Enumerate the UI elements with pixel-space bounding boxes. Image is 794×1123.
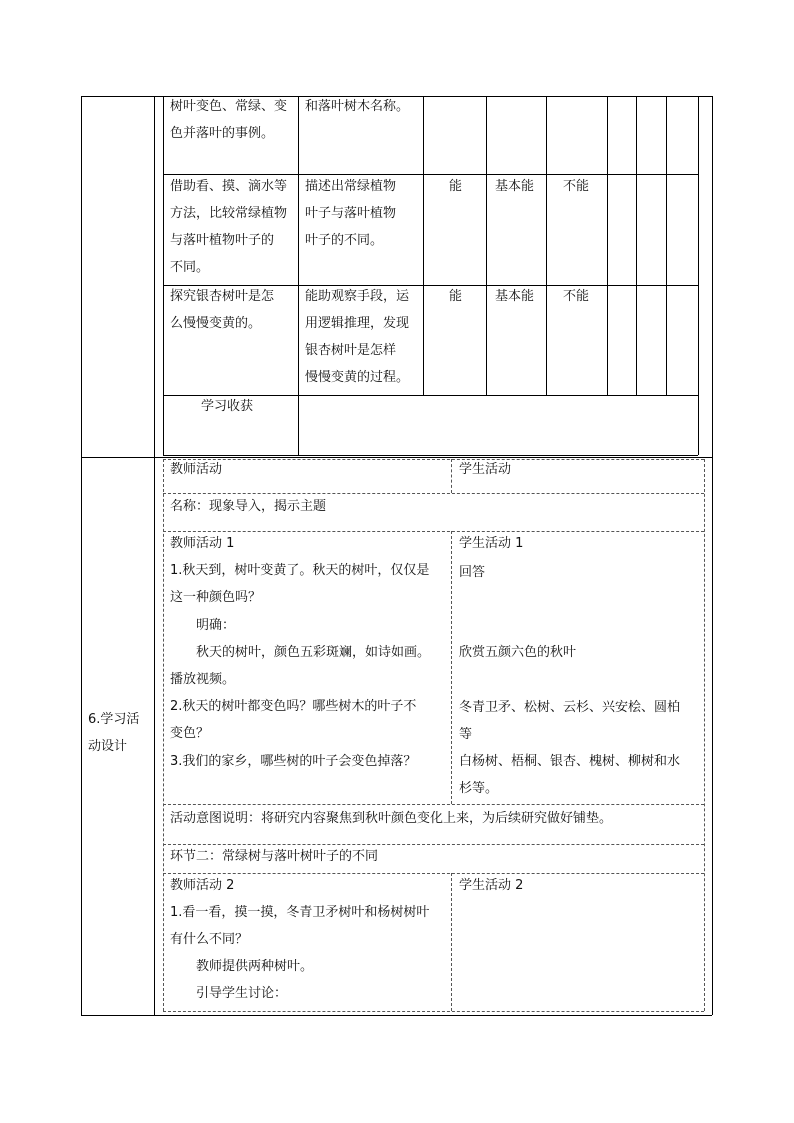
- row2-content: [170, 173, 287, 281]
- header-col-divider: [451, 459, 452, 493]
- inner-col-divider-3: [486, 96, 487, 395]
- table-border-label-col: [154, 96, 155, 457]
- inner-col-divider-4: [546, 96, 547, 395]
- row3-eval-line1: 能助观察手段，运: [305, 289, 410, 304]
- student1-answer: 回答: [459, 565, 486, 580]
- teacher2-line2: 1.看一看，摸一摸，冬青卫矛树叶和杨树树叶: [170, 905, 430, 920]
- row1-content-line1: 树叶变色、常绿、变: [170, 99, 288, 114]
- table-border-right: [712, 96, 713, 457]
- row2-level-cannot: 不能: [563, 179, 590, 194]
- activity-intent: 活动意图说明：将研究内容聚焦到秋叶颜色变化上来，为后续研究做好铺垫。: [170, 811, 613, 826]
- teacher-activity-1: [170, 530, 430, 775]
- row2-eval-line3: 叶子的不同。: [305, 233, 384, 248]
- dash-row-top: [163, 459, 704, 460]
- inner-border-left: [163, 96, 164, 455]
- row2-eval-line1: 描述出常绿植物: [305, 179, 397, 194]
- act2-col-divider: [451, 873, 452, 1011]
- inner-col-divider-1: [298, 96, 299, 455]
- section-border-right: [712, 457, 713, 1015]
- section-border-left: [81, 457, 82, 1015]
- row3-level-basic: 基本能: [495, 289, 535, 304]
- teacher-activity-2: [170, 872, 429, 1007]
- inner-border-bottom: [163, 455, 698, 456]
- teacher2-line1: 教师活动 2: [170, 878, 235, 893]
- teacher2-line3: 有什么不同？: [170, 932, 249, 947]
- student1-evergreen-line2: 等: [459, 727, 473, 742]
- row2-level-can: 能: [449, 179, 463, 194]
- row2-level-basic: 基本能: [495, 179, 535, 194]
- teacher1-line8: 变色？: [170, 726, 210, 742]
- phase2-title: 环节二：常绿树与落叶树叶子的不同: [170, 849, 379, 864]
- student-activity-header: 学生活动: [459, 462, 512, 477]
- teacher1-line9: 3.我们的家乡，哪些树的叶子会变色掉落？: [170, 753, 417, 769]
- row1-eval-line1: 和落叶树木名称。: [305, 99, 410, 114]
- dash-row-bottom: [163, 1011, 704, 1012]
- row1-content-line2: 色并落叶的事例。: [170, 126, 275, 141]
- inner-dash-right: [704, 459, 705, 1011]
- act1-col-divider: [451, 531, 452, 804]
- student1-deciduous-line2: 杉等。: [459, 781, 499, 796]
- row3-eval-line2: 用逻辑推理，发现: [305, 316, 410, 331]
- section-label-line2: 动设计: [88, 739, 128, 754]
- section-border-bottom: [81, 1015, 712, 1016]
- row3-eval-line3: 银杏树叶是怎样: [305, 343, 397, 358]
- row3-level-cannot: 不能: [563, 289, 590, 304]
- teacher1-line1: 教师活动 1: [170, 536, 235, 551]
- phase1-title: 名称：现象导入，揭示主题: [170, 499, 327, 514]
- table-border-left: [81, 96, 82, 457]
- row3-level-can: 能: [449, 289, 463, 304]
- row3-content: [170, 283, 274, 337]
- teacher1-line3: 这一种颜色吗？: [170, 590, 262, 606]
- row3-content-line2: 么慢慢变黄的。: [170, 316, 262, 331]
- row2-content-line3: 与落叶植物叶子的: [170, 233, 275, 248]
- row2-content-line1: 借助看、摸、滴水等: [170, 179, 288, 194]
- student1-evergreen: [459, 694, 680, 748]
- inner-col-divider-5: [607, 96, 608, 395]
- teacher2-line4: 教师提供两种树叶。: [170, 959, 314, 974]
- student1-evergreen-line1: 冬青卫矛、松树、云杉、兴安桧、圆柏: [459, 700, 681, 715]
- row2-content-line4: 不同。: [170, 260, 210, 275]
- harvest-label: 学习收获: [201, 399, 254, 414]
- teacher1-line4: 明确：: [170, 617, 236, 633]
- row3-eval-line4: 慢慢变黄的过程。: [305, 370, 410, 385]
- inner-col-divider-6: [636, 96, 637, 395]
- row2-content-line2: 方法，比较常绿植物: [170, 206, 288, 221]
- teacher1-line6: 播放视频。: [170, 672, 236, 688]
- teacher1-line2: 1.秋天到，树叶变黄了。秋天的树叶，仅仅是: [170, 563, 430, 579]
- section-label-line1: 6.学习活: [88, 712, 140, 727]
- teacher1-line7: 2.秋天的树叶都变色吗？哪些树木的叶子不: [170, 699, 417, 715]
- student1-appreciate: 欣赏五颜六色的秋叶: [459, 645, 577, 660]
- student-activity-1-title: 学生活动 1: [459, 536, 524, 551]
- teacher1-line5: 秋天的树叶，颜色五彩斑斓，如诗如画。: [170, 644, 431, 660]
- section-label: [88, 706, 139, 760]
- inner-col-divider-7: [666, 96, 667, 395]
- inner-border-right: [698, 96, 699, 455]
- row3-evaluation: [305, 283, 409, 391]
- teacher-activity-header: 教师活动: [170, 462, 223, 477]
- student-activity-2-title: 学生活动 2: [459, 878, 524, 893]
- row1-content: [170, 93, 287, 147]
- student1-deciduous: [459, 748, 680, 802]
- row2-evaluation: [305, 173, 396, 254]
- row3-content-line1: 探究银杏树叶是怎: [170, 289, 275, 304]
- inner-dash-left: [163, 459, 164, 1011]
- section-label-divider: [154, 457, 155, 1015]
- row2-eval-line2: 叶子与落叶植物: [305, 206, 397, 221]
- inner-col-divider-2: [423, 96, 424, 395]
- student1-deciduous-line1: 白杨树、梧桐、银杏、槐树、柳树和水: [459, 754, 681, 769]
- row1-evaluation: [305, 93, 409, 120]
- teacher2-line5: 引导学生讨论：: [170, 986, 288, 1001]
